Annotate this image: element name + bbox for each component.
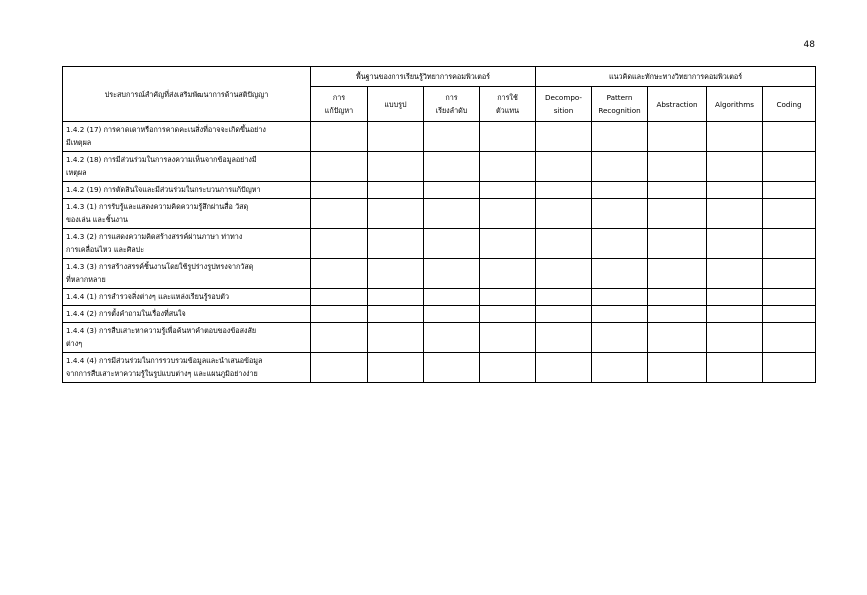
empty-cell (480, 182, 536, 199)
empty-cell (424, 229, 480, 259)
empty-cell (648, 152, 707, 182)
table-row (63, 199, 816, 229)
column-header-line: การ (445, 93, 458, 102)
empty-cell (368, 152, 424, 182)
empty-cell (707, 199, 763, 229)
empty-cell (592, 259, 648, 289)
empty-cell (648, 199, 707, 229)
empty-cell (707, 122, 763, 152)
empty-cell (480, 229, 536, 259)
table-row (63, 289, 816, 306)
experience-item (63, 182, 311, 199)
empty-cell (311, 306, 368, 323)
column-header (424, 87, 480, 122)
table-row (63, 259, 816, 289)
experience-item-line: ของเล่น และชิ้นงาน (66, 215, 128, 224)
empty-cell (592, 353, 648, 383)
column-header-line: Decompo- (545, 93, 583, 102)
empty-cell (648, 353, 707, 383)
empty-cell (763, 182, 816, 199)
experience-item-line: 1.4.3 (3) การสร้างสรรค์ชิ้นงานโดยใช้รูปร่างรูปทรงจากวัสดุ (66, 262, 254, 271)
empty-cell (368, 289, 424, 306)
table-row (63, 182, 816, 199)
empty-cell (648, 323, 707, 353)
group2-header: แนวคิดและทักษะทางวิทยาการคอมพิวเตอร์ (536, 67, 816, 87)
empty-cell (536, 289, 592, 306)
column-header-line: sition (553, 106, 574, 115)
empty-cell (592, 229, 648, 259)
empty-cell (763, 289, 816, 306)
experience-item-line: 1.4.3 (2) การแสดงความคิดสร้างสรรค์ผ่านภาษา ท่าทาง (66, 232, 243, 241)
column-header-line: เรียงลำดับ (435, 106, 468, 115)
table-row (63, 353, 816, 383)
table-row (63, 229, 816, 259)
empty-cell (368, 199, 424, 229)
empty-cell (480, 289, 536, 306)
empty-cell (368, 182, 424, 199)
empty-cell (424, 122, 480, 152)
empty-cell (707, 229, 763, 259)
empty-cell (592, 323, 648, 353)
empty-cell (536, 122, 592, 152)
empty-cell (592, 306, 648, 323)
empty-cell (424, 259, 480, 289)
empty-cell (480, 353, 536, 383)
empty-cell (648, 229, 707, 259)
empty-cell (536, 323, 592, 353)
table-row (63, 323, 816, 353)
empty-cell (480, 259, 536, 289)
empty-cell (763, 199, 816, 229)
empty-cell (311, 289, 368, 306)
empty-cell (648, 259, 707, 289)
column-header-line: Pattern (606, 93, 633, 102)
column-header-line: การใช้ (497, 93, 518, 102)
experience-item-line: 1.4.4 (2) การตั้งคำถามในเรื่องที่สนใจ (66, 309, 186, 318)
empty-cell (592, 289, 648, 306)
column-header-line: Algorithms (715, 99, 754, 109)
empty-cell (648, 182, 707, 199)
column-header (648, 87, 707, 122)
empty-cell (480, 323, 536, 353)
column-header-line: การ (332, 93, 346, 102)
empty-cell (536, 152, 592, 182)
column-header (763, 87, 816, 122)
empty-cell (648, 122, 707, 152)
empty-cell (648, 289, 707, 306)
empty-cell (311, 229, 368, 259)
experience-item-line: 1.4.2 (19) การตัดสินใจและมีส่วนร่วมในกระบวนการแก้ปัญหา (66, 185, 261, 194)
empty-cell (424, 323, 480, 353)
empty-cell (311, 353, 368, 383)
empty-cell (368, 122, 424, 152)
experience-item-line: ต่างๆ (66, 339, 83, 348)
empty-cell (592, 199, 648, 229)
empty-cell (707, 152, 763, 182)
experience-item-line: มีเหตุผล (66, 138, 92, 147)
empty-cell (311, 182, 368, 199)
empty-cell (368, 306, 424, 323)
empty-cell (707, 353, 763, 383)
empty-cell (536, 229, 592, 259)
table-row (63, 306, 816, 323)
column-header-line: แก้ปัญหา (324, 106, 354, 115)
empty-cell (480, 199, 536, 229)
empty-cell (763, 259, 816, 289)
column-header-line: แบบรูป (384, 99, 407, 109)
empty-cell (311, 323, 368, 353)
empty-cell (424, 353, 480, 383)
empty-cell (424, 306, 480, 323)
experience-item-line: ที่หลากหลาย (66, 275, 106, 284)
empty-cell (536, 259, 592, 289)
empty-cell (368, 229, 424, 259)
column-header (480, 87, 536, 122)
empty-cell (763, 323, 816, 353)
empty-cell (368, 259, 424, 289)
group1-header: พื้นฐานของการเรียนรู้วิทยาการคอมพิวเตอร์ (311, 67, 536, 87)
empty-cell (707, 182, 763, 199)
column-header-line: ตัวแทน (496, 106, 519, 115)
empty-cell (763, 122, 816, 152)
empty-cell (536, 182, 592, 199)
empty-cell (763, 229, 816, 259)
experience-item (63, 259, 311, 289)
empty-cell (707, 259, 763, 289)
column-header-line: Recognition (598, 106, 641, 115)
empty-cell (311, 199, 368, 229)
empty-cell (424, 199, 480, 229)
empty-cell (311, 122, 368, 152)
column-header (592, 87, 648, 122)
experience-item-line: 1.4.4 (4) การมีส่วนร่วมในการรวบรวมข้อมูลและนำเสนอข้อมูล (66, 356, 263, 365)
empty-cell (480, 306, 536, 323)
empty-cell (536, 199, 592, 229)
column-header (536, 87, 592, 122)
experience-item (63, 199, 311, 229)
empty-cell (592, 182, 648, 199)
empty-cell (763, 306, 816, 323)
experience-item-line: การเคลื่อนไหว และศิลปะ (66, 245, 145, 254)
empty-cell (368, 353, 424, 383)
empty-cell (763, 353, 816, 383)
column-header (311, 87, 368, 122)
empty-cell (368, 323, 424, 353)
experience-item (63, 306, 311, 323)
experience-item (63, 323, 311, 353)
experience-item (63, 152, 311, 182)
empty-cell (311, 152, 368, 182)
empty-cell (536, 353, 592, 383)
experience-item (63, 122, 311, 152)
column-header (368, 87, 424, 122)
experience-item (63, 289, 311, 306)
empty-cell (763, 152, 816, 182)
empty-cell (592, 122, 648, 152)
main-header: ประสบการณ์สำคัญที่ส่งเสริมพัฒนาการด้านสติปัญญา (63, 67, 311, 122)
experience-item-line: 1.4.3 (1) การรับรู้และแสดงความคิดความรู้สึกผ่านสื่อ วัสดุ (66, 202, 249, 211)
empty-cell (592, 152, 648, 182)
empty-cell (707, 306, 763, 323)
empty-cell (536, 306, 592, 323)
empty-cell (424, 182, 480, 199)
experience-item-line: เหตุผล (66, 168, 87, 177)
experience-item-line: 1.4.4 (3) การสืบเสาะหาความรู้เพื่อค้นหาคำตอบของข้อสงสัย (66, 326, 257, 335)
empty-cell (707, 323, 763, 353)
experience-mapping-table (62, 66, 816, 383)
page-number: 48 (803, 40, 815, 50)
experience-item-line: จากการสืบเสาะหาความรู้ในรูปแบบต่างๆ และแผนภูมิอย่างง่าย (66, 369, 258, 378)
empty-cell (424, 289, 480, 306)
table-row (63, 122, 816, 152)
empty-cell (311, 259, 368, 289)
empty-cell (480, 152, 536, 182)
column-header (707, 87, 763, 122)
table-row (63, 152, 816, 182)
column-header-line: Abstraction (656, 99, 698, 109)
empty-cell (424, 152, 480, 182)
experience-item-line: 1.4.2 (18) การมีส่วนร่วมในการลงความเห็นจากข้อมูลอย่างมี (66, 155, 257, 164)
experience-item (63, 229, 311, 259)
experience-item (63, 353, 311, 383)
experience-item-line: 1.4.4 (1) การสำรวจสิ่งต่างๆ และแหล่งเรียนรู้รอบตัว (66, 292, 229, 301)
experience-item-line: 1.4.2 (17) การคาดเดาหรือการคาดคะเนสิ่งที่อาจจะเกิดขึ้นอย่าง (66, 125, 266, 134)
column-header-line: Coding (776, 99, 802, 109)
empty-cell (648, 306, 707, 323)
empty-cell (707, 289, 763, 306)
empty-cell (480, 122, 536, 152)
